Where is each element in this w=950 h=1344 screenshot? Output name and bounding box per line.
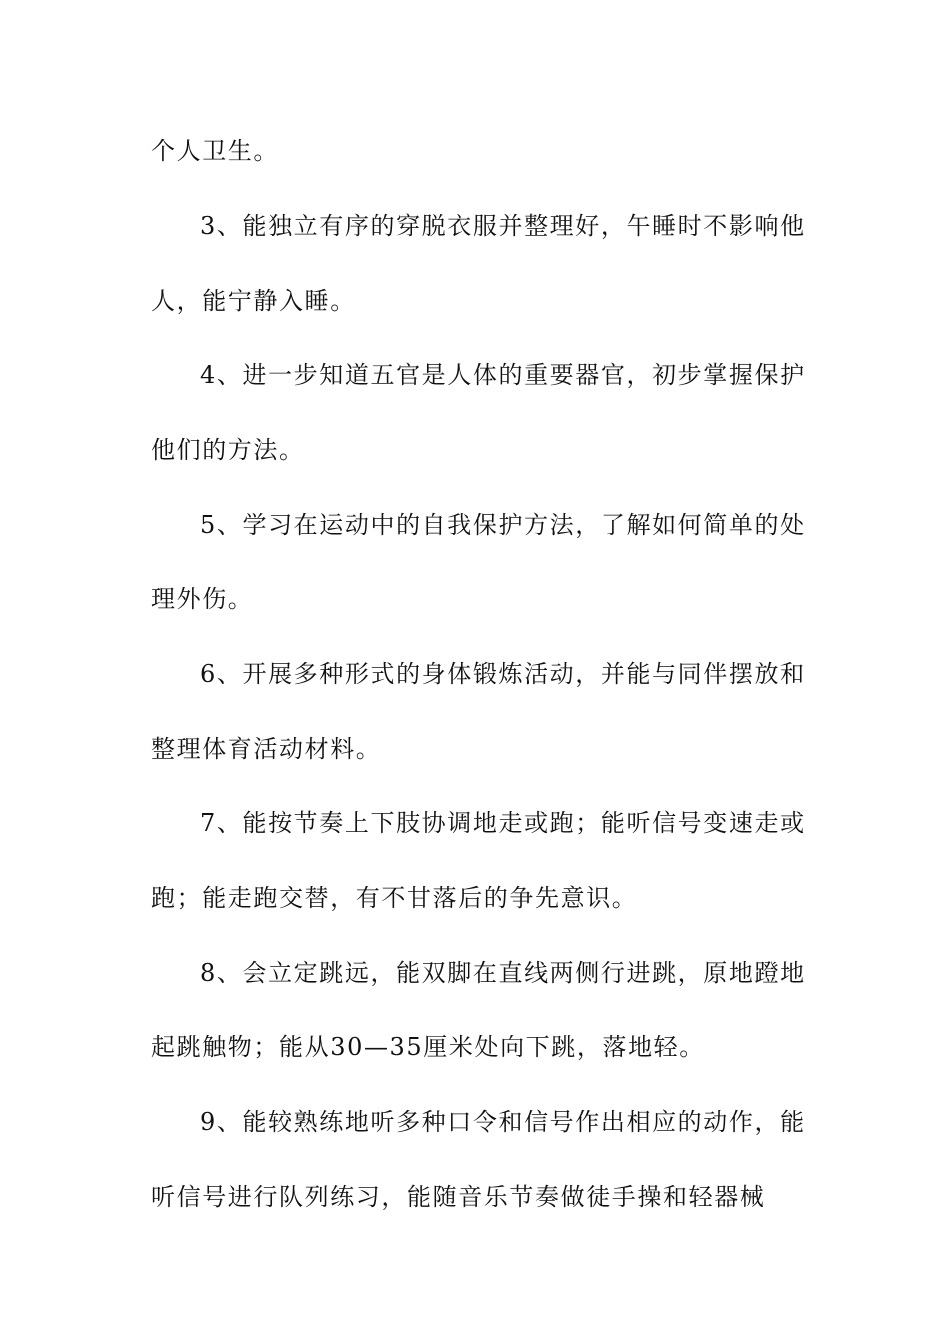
text-line-14: 9、能较熟练地听多种口令和信号作出相应的动作，能: [200, 1108, 806, 1136]
text-line-12: 8、会立定跳远，能双脚在直线两侧行进跳，原地蹬地: [200, 959, 806, 987]
text-line-2: 3、能独立有序的穿脱衣服并整理好，午睡时不影响他: [200, 212, 806, 240]
text-line-3: 人，能宁静入睡。: [151, 287, 356, 315]
text-line-5: 他们的方法。: [151, 436, 305, 464]
text-line-10: 7、能按节奏上下肢协调地走或跑；能听信号变速走或: [200, 809, 806, 837]
text-line-13: 起跳触物；能从30—35厘米处向下跳，落地轻。: [151, 1033, 705, 1061]
text-line-8: 6、开展多种形式的身体锻炼活动，并能与同伴摆放和: [200, 660, 806, 688]
text-line-6: 5、学习在运动中的自我保护方法，了解如何简单的处: [200, 511, 806, 539]
text-line-11: 跑；能走跑交替，有不甘落后的争先意识。: [151, 884, 638, 912]
text-line-15: 听信号进行队列练习，能随音乐节奏做徒手操和轻器械: [151, 1183, 766, 1211]
text-line-4: 4、进一步知道五官是人体的重要器官，初步掌握保护: [200, 361, 806, 389]
text-line-7: 理外伤。: [151, 585, 254, 613]
text-line-1: 个人卫生。: [151, 137, 279, 165]
text-line-9: 整理体育活动材料。: [151, 735, 382, 763]
